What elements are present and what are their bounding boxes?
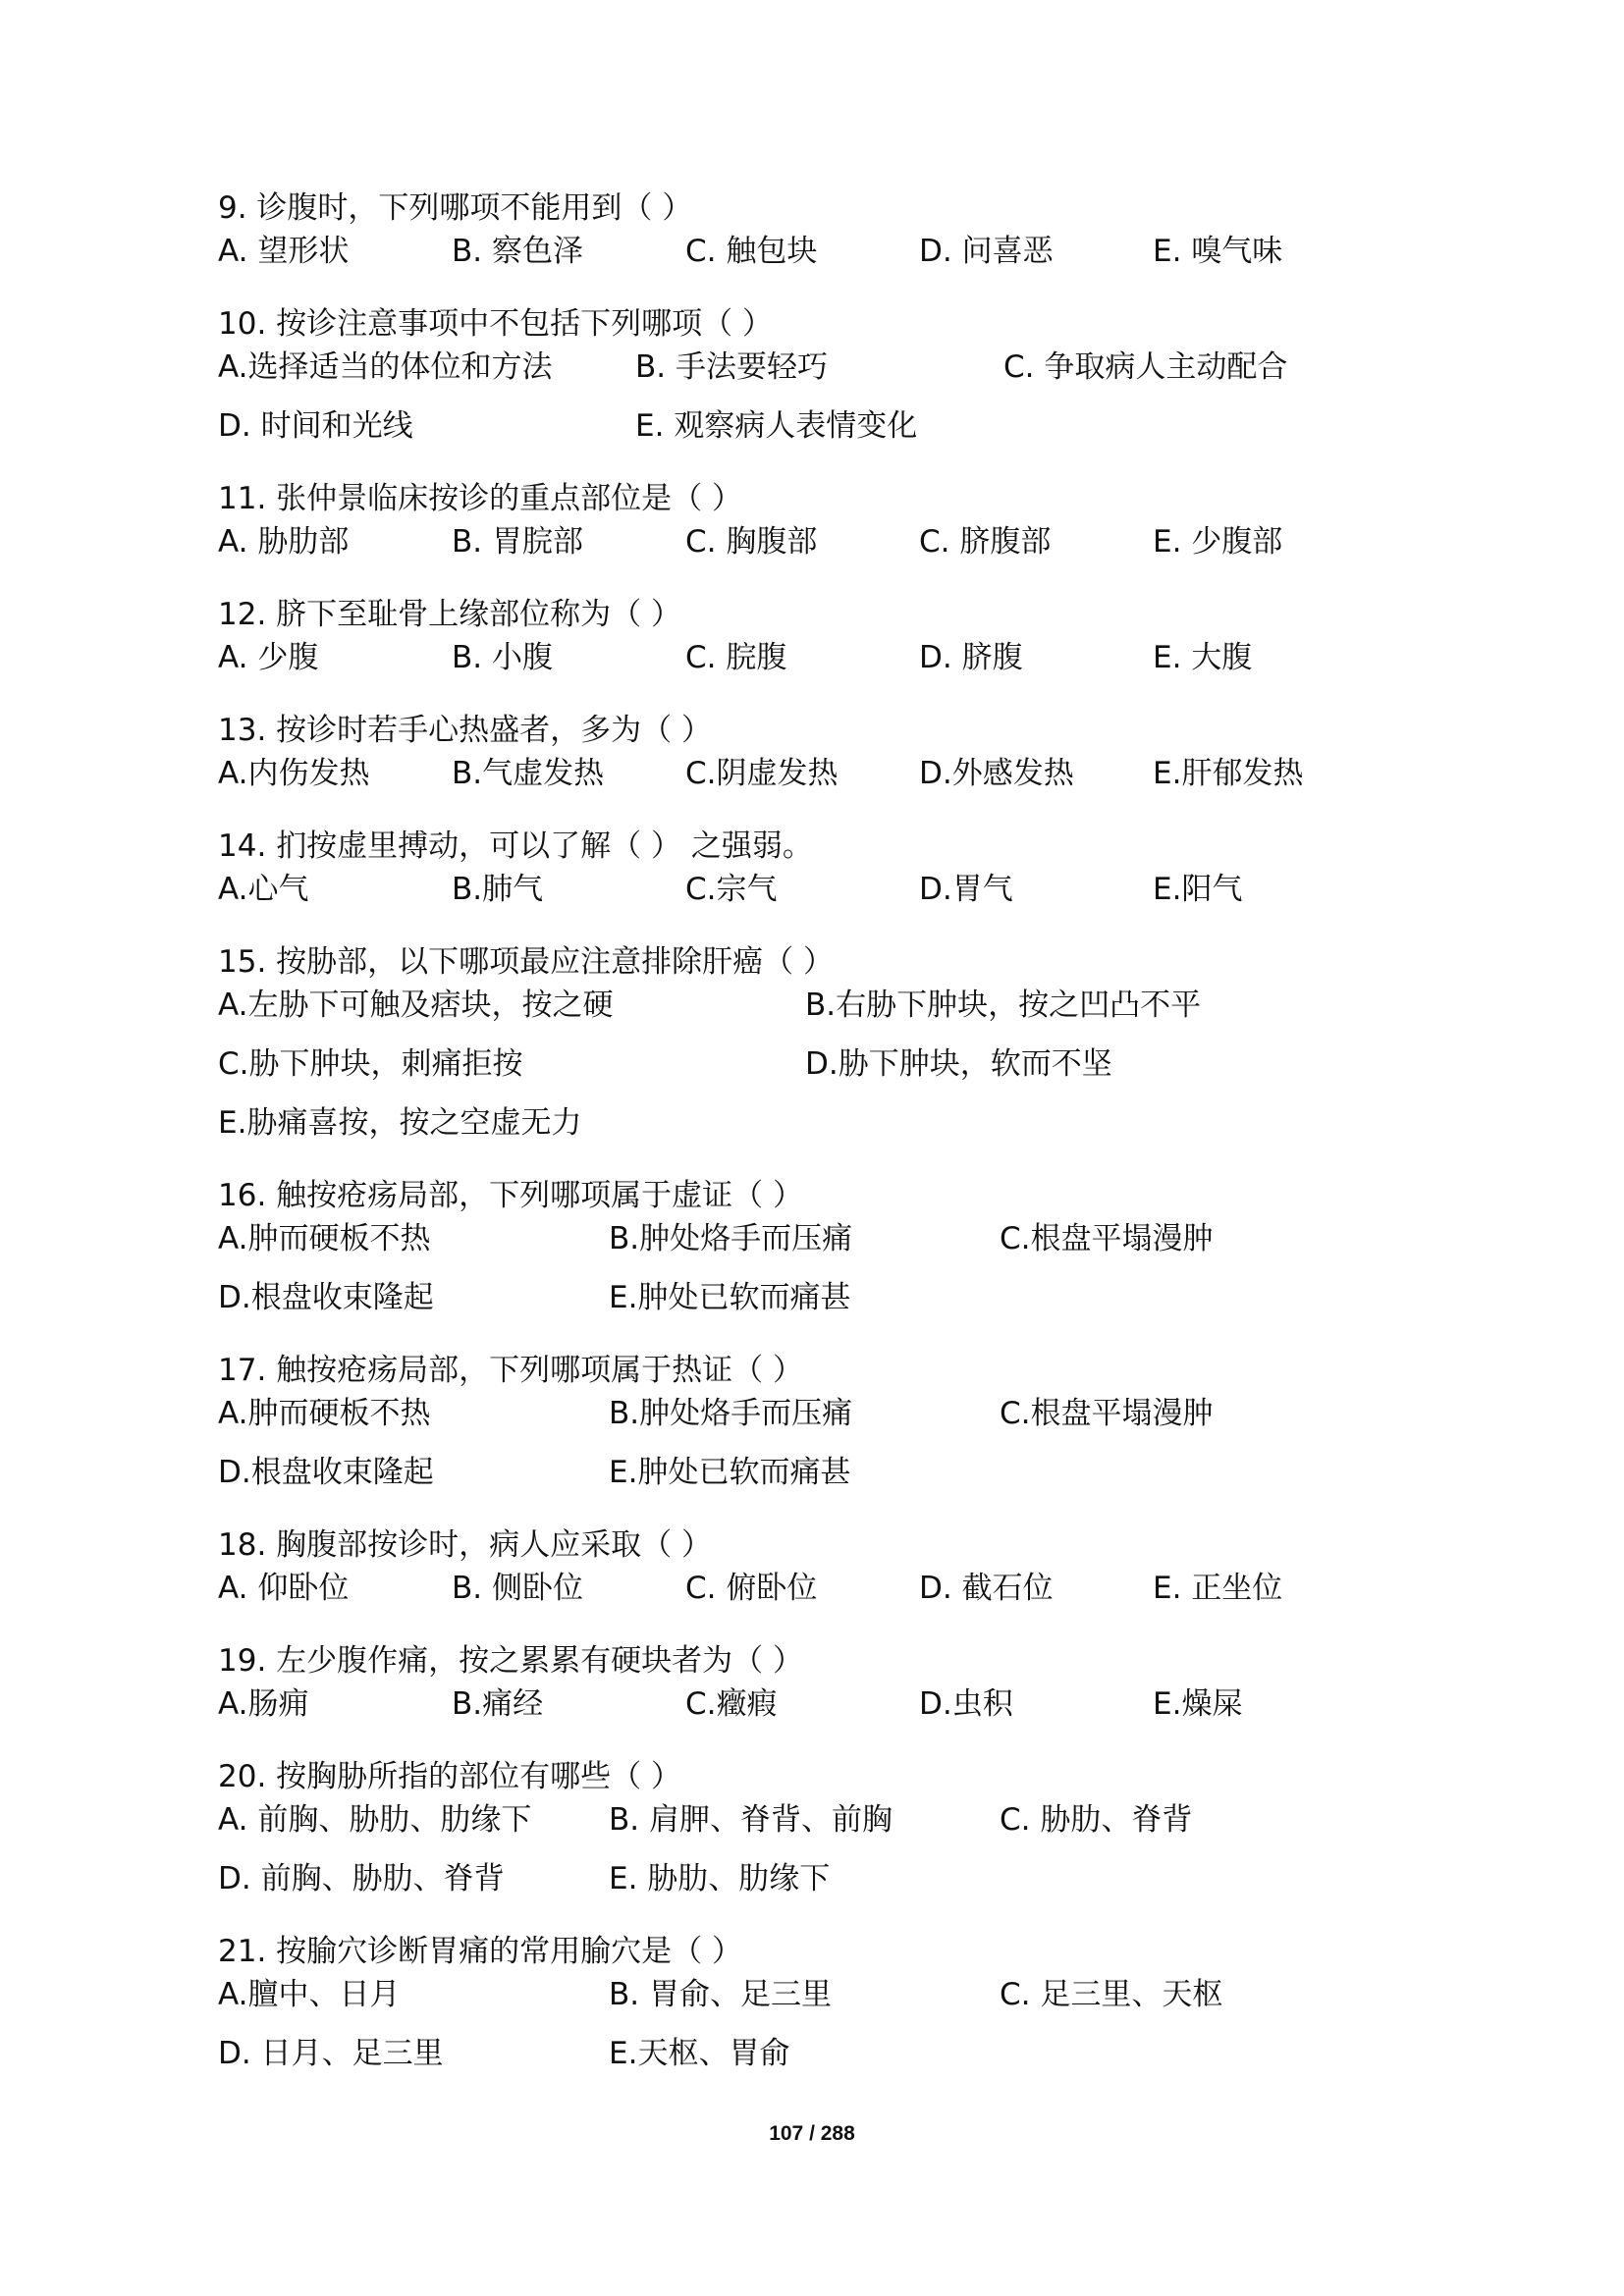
question-stem: 18. 胸腹部按诊时，病人应采取（ ） xyxy=(218,1527,713,1563)
question-list xyxy=(218,187,1396,2105)
answer-option: D. 脐腹 xyxy=(919,640,1023,675)
answer-option: E.肿处已软而痛甚 xyxy=(609,1455,851,1490)
answer-option: A. 前胸、胁肋、肋缘下 xyxy=(218,1802,532,1838)
question-stem: 11. 张仲景临床按诊的重点部位是（ ） xyxy=(218,481,743,516)
answer-option: C. 俯卧位 xyxy=(685,1571,818,1606)
answer-option: C.胁下肿块，刺痛拒按 xyxy=(218,1046,523,1082)
answer-option: E.天枢、胃俞 xyxy=(609,2036,790,2071)
answer-option: C. 胸腹部 xyxy=(685,524,818,560)
answer-option: C. 足三里、天枢 xyxy=(1000,1977,1223,2012)
answer-option: E.肝郁发热 xyxy=(1153,756,1304,791)
answer-option: C. 脐腹部 xyxy=(919,524,1052,560)
answer-options xyxy=(218,1567,1396,1610)
answer-option: A.心气 xyxy=(218,872,309,907)
answer-options xyxy=(218,1217,1396,1319)
answer-option: B. 侧卧位 xyxy=(452,1571,583,1606)
answer-options xyxy=(218,752,1396,795)
answer-option: E.胁痛喜按，按之空虚无力 xyxy=(218,1105,582,1141)
answer-option: E. 胁肋、肋缘下 xyxy=(609,1861,831,1896)
answer-option: D. 截石位 xyxy=(919,1571,1054,1606)
answer-option: D.外感发热 xyxy=(919,756,1074,791)
question-item xyxy=(218,187,1396,273)
question-item xyxy=(218,1349,1396,1494)
answer-option: B.痛经 xyxy=(452,1686,544,1722)
answer-options xyxy=(218,1682,1396,1726)
question-item xyxy=(218,1174,1396,1319)
answer-option: A.选择适当的体位和方法 xyxy=(218,349,553,385)
answer-option: C.根盘平塌漫肿 xyxy=(1000,1221,1214,1256)
answer-option: C. 脘腹 xyxy=(685,640,787,675)
answer-option: E. 大腹 xyxy=(1153,640,1253,675)
question-stem: 21. 按腧穴诊断胃痛的常用腧穴是（ ） xyxy=(218,1934,743,1969)
answer-option: B.肿处烙手而压痛 xyxy=(609,1221,853,1256)
answer-option: E. 正坐位 xyxy=(1153,1571,1283,1606)
answer-option: B. 手法要轻巧 xyxy=(635,349,828,385)
answer-option: C. 胁肋、脊背 xyxy=(1000,1802,1193,1838)
answer-option: D. 问喜恶 xyxy=(919,234,1054,269)
answer-option: A. 望形状 xyxy=(218,234,350,269)
answer-option: B.肺气 xyxy=(452,872,544,907)
question-item xyxy=(218,940,1396,1145)
answer-options xyxy=(218,346,1396,448)
answer-option: A. 少腹 xyxy=(218,640,319,675)
answer-option: C.宗气 xyxy=(685,872,778,907)
question-stem: 10. 按诊注意事项中不包括下列哪项（ ） xyxy=(218,306,774,342)
answer-option: A.肠痈 xyxy=(218,1686,309,1722)
answer-option: B. 肩胛、脊背、前胸 xyxy=(609,1802,893,1838)
answer-options xyxy=(218,1973,1396,2075)
answer-option: D. 日月、足三里 xyxy=(218,2036,444,2071)
answer-option: D. 前胸、胁肋、脊背 xyxy=(218,1861,505,1896)
answer-options xyxy=(218,636,1396,679)
answer-option: B. 小腹 xyxy=(452,640,553,675)
answer-option: C.根盘平塌漫肿 xyxy=(1000,1396,1214,1431)
answer-option: C.阴虚发热 xyxy=(685,756,839,791)
answer-option: D.胁下肿块，软而不坚 xyxy=(805,1046,1112,1082)
answer-options xyxy=(218,984,1396,1145)
question-item xyxy=(218,1523,1396,1610)
question-stem: 19. 左少腹作痛，按之累累有硬块者为（ ） xyxy=(218,1643,804,1679)
answer-option: E.阳气 xyxy=(1153,872,1243,907)
answer-option: A.膻中、日月 xyxy=(218,1977,401,2012)
answer-option: D.虫积 xyxy=(919,1686,1013,1722)
question-stem: 17. 触按疮疡局部，下列哪项属于热证（ ） xyxy=(218,1353,804,1388)
answer-option: A. 仰卧位 xyxy=(218,1571,350,1606)
answer-option: B. 胃俞、足三里 xyxy=(609,1977,832,2012)
question-stem: 13. 按诊时若手心热盛者，多为（ ） xyxy=(218,713,713,748)
answer-options xyxy=(218,868,1396,911)
answer-option: B. 胃脘部 xyxy=(452,524,583,560)
answer-options xyxy=(218,1392,1396,1494)
answer-option: D.根盘收束隆起 xyxy=(218,1280,434,1315)
question-item xyxy=(218,709,1396,795)
answer-option: C. 触包块 xyxy=(685,234,818,269)
question-item xyxy=(218,1639,1396,1726)
page-number: 107 / 288 xyxy=(769,2122,855,2145)
answer-option: A.左胁下可触及痞块，按之硬 xyxy=(218,988,614,1023)
question-item xyxy=(218,593,1396,679)
question-stem: 16. 触按疮疡局部，下列哪项属于虚证（ ） xyxy=(218,1178,804,1213)
question-stem: 9. 诊腹时，下列哪项不能用到（ ） xyxy=(218,190,693,226)
answer-option: A.肿而硬板不热 xyxy=(218,1396,431,1431)
answer-option: A. 胁肋部 xyxy=(218,524,350,560)
answer-options xyxy=(218,1798,1396,1900)
answer-option: C.癥瘕 xyxy=(685,1686,778,1722)
answer-option: B.气虚发热 xyxy=(452,756,605,791)
question-stem: 20. 按胸胁所指的部位有哪些（ ） xyxy=(218,1759,682,1794)
answer-option: D.根盘收束隆起 xyxy=(218,1455,434,1490)
answer-option: E. 嗅气味 xyxy=(1153,234,1283,269)
question-stem: 14. 扪按虚里搏动，可以了解（ ） 之强弱。 xyxy=(218,828,813,864)
answer-option: C. 争取病人主动配合 xyxy=(1003,349,1288,385)
question-item xyxy=(218,477,1396,563)
answer-option: E.肿处已软而痛甚 xyxy=(609,1280,851,1315)
answer-option: D.胃气 xyxy=(919,872,1013,907)
answer-option: B. 察色泽 xyxy=(452,234,583,269)
answer-option: E. 少腹部 xyxy=(1153,524,1283,560)
question-item xyxy=(218,825,1396,911)
answer-option: E.燥屎 xyxy=(1153,1686,1243,1722)
question-item xyxy=(218,302,1396,448)
question-stem: 15. 按胁部，以下哪项最应注意排除肝癌（ ） xyxy=(218,944,835,980)
answer-option: B.肿处烙手而压痛 xyxy=(609,1396,853,1431)
answer-options xyxy=(218,230,1396,273)
answer-option: D. 时间和光线 xyxy=(218,408,413,444)
answer-option: A.肿而硬板不热 xyxy=(218,1221,431,1256)
question-stem: 12. 脐下至耻骨上缘部位称为（ ） xyxy=(218,597,682,632)
answer-option: B.右胁下肿块，按之凹凸不平 xyxy=(805,988,1202,1023)
question-item xyxy=(218,1755,1396,1900)
answer-option: E. 观察病人表情变化 xyxy=(635,408,918,444)
answer-option: A.内伤发热 xyxy=(218,756,370,791)
question-item xyxy=(218,1930,1396,2075)
answer-options xyxy=(218,520,1396,563)
